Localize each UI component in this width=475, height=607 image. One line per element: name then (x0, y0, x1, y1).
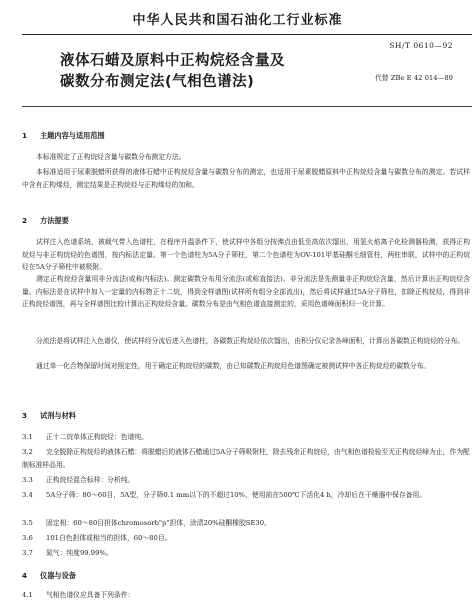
header-rule (22, 34, 472, 35)
item-number: 3.2 (22, 448, 33, 456)
paragraph: 分流法是将试样注入色谱仪，使试样经分流后进入色谱柱，各碳数正构烷烃依次馏出，由积分仪记录各峰面积，计算出各碳数正构烷烃的分布。 (36, 337, 465, 345)
title-rule (22, 106, 472, 107)
standard-number: SH/T 0610—92 (389, 41, 453, 50)
replaces-number: 代替 ZBe E 42 014—89 (374, 74, 453, 82)
list-item (22, 489, 470, 502)
section-2-heading (22, 216, 69, 226)
item-text: 101白色担体或相当的担体，60～80目。 (46, 534, 172, 542)
paragraph: 测定正构烷烃含量用非分流法(或称内标法)。测定碳数分布用分流法(或称直接法)。非分流法是先测量非正构烷烃含量，然后计算出正构烷烃含量。内标法是在试样中加入一定量的内标物正十二烷，得到全样谱图(试样所有组分全部流出)，然后将试样通过5A分子筛柱，扣除正构烷烃，得到非正构烷烃谱图，再与全样谱图比较计算出正构烷烃含量。碳数分布是由气相色谱直接测定的，采用色谱峰面积归一化计算。 (22, 275, 470, 308)
item-number: 4.1 (22, 591, 33, 599)
item-text: 固定相：60～80目担体chromosorb"p"担体，涂渍20%硅酮橡胶SE30。 (46, 519, 271, 527)
list-item (22, 547, 470, 560)
section-1-heading (22, 131, 105, 141)
section-number: 1 (22, 131, 28, 140)
title-line-2: 碳数分布测定法(气相色谱法) (60, 74, 255, 90)
title-line-1: 液体石蜡及原料中正构烷烃含量及 (60, 53, 285, 69)
section-title-text: 主题内容与适用范围 (40, 131, 105, 140)
item-number: 3.5 (22, 519, 33, 527)
item-text: 氮气：纯度99.99%。 (46, 549, 113, 557)
item-text: 完全脱除正构烷烃的液体石蜡：将脱蜡后的液体石蜡通过5A分子筛吸附柱，除去残余正构烷烃，由气相色谱检验至无正构烷烃峰为止，作为配制标准样品用。 (22, 448, 470, 469)
item-number: 3.7 (22, 549, 33, 557)
section-title-text: 方法提要 (40, 216, 69, 225)
section-title-text: 试剂与材料 (40, 411, 76, 420)
list-item (22, 431, 470, 444)
standard-header: 中华人民共和国石油化工行业标准 (132, 13, 343, 28)
item-text: 5A分子筛：80～60目，5A型，分子筛0.1 mm以下的不超过10%，使用前在500℃下活化4 h，冷却后在干燥器中保存备用。 (46, 491, 427, 499)
paragraph: 本标准规定了正构烷烃含量与碳数分布测定方法。 (36, 153, 186, 161)
list-item (22, 446, 470, 471)
section-number: 4 (22, 571, 28, 580)
list-item (22, 589, 470, 602)
paragraph: 试样注入色谱系统，被载气带入色谱柱，在程序升温条件下，使试样中各组分按沸点由低至高依次馏出，用氢火焰离子化检测器检测，获得正构烷烃与非正构烷烃的色谱图，按内标法定量。第一个色谱柱为5A分子筛柱，第二个色谱柱为OV-101甲基硅酮毛细管柱，两柱串联，试样中的正构烷烃在5A分子筛柱中被吸附。 (22, 238, 470, 271)
paragraph: 通过单一化合物保留时间对照定性，用于确定正构烷烃的碳数，由已知碳数正构烷烃色谱图确定被测试样中各正构烷烃的碳数分布。 (36, 362, 431, 370)
paragraph: 本标准适用于尿素脱蜡所获得的液体石蜡中正构烷烃含量与碳数分布的测定，也适用于尿素脱蜡原料中正构烷烃含量与碳数分布的测定。若试样中含有正构烯烃，测定结果是正构烷烃与正构烯烃的加和。 (22, 168, 470, 189)
section-title-text: 仪器与设备 (40, 571, 76, 580)
section-number: 2 (22, 216, 28, 225)
section-number: 3 (22, 411, 28, 420)
document-title (60, 51, 350, 93)
item-text: 正构烷烃混合标样：分析纯。 (46, 476, 135, 484)
section-3-heading (22, 411, 76, 421)
list-item (22, 532, 470, 545)
item-text: 气相色谱仪应具备下列条件： (46, 591, 135, 599)
list-item (22, 474, 470, 487)
item-number: 3.4 (22, 491, 33, 499)
item-number: 3.6 (22, 534, 33, 542)
item-number: 3.1 (22, 433, 33, 441)
list-item (22, 517, 470, 530)
section-4-heading (22, 571, 76, 581)
item-text: 正十二烷单体正构烷烃：色谱纯。 (46, 433, 148, 441)
item-number: 3.3 (22, 476, 33, 484)
